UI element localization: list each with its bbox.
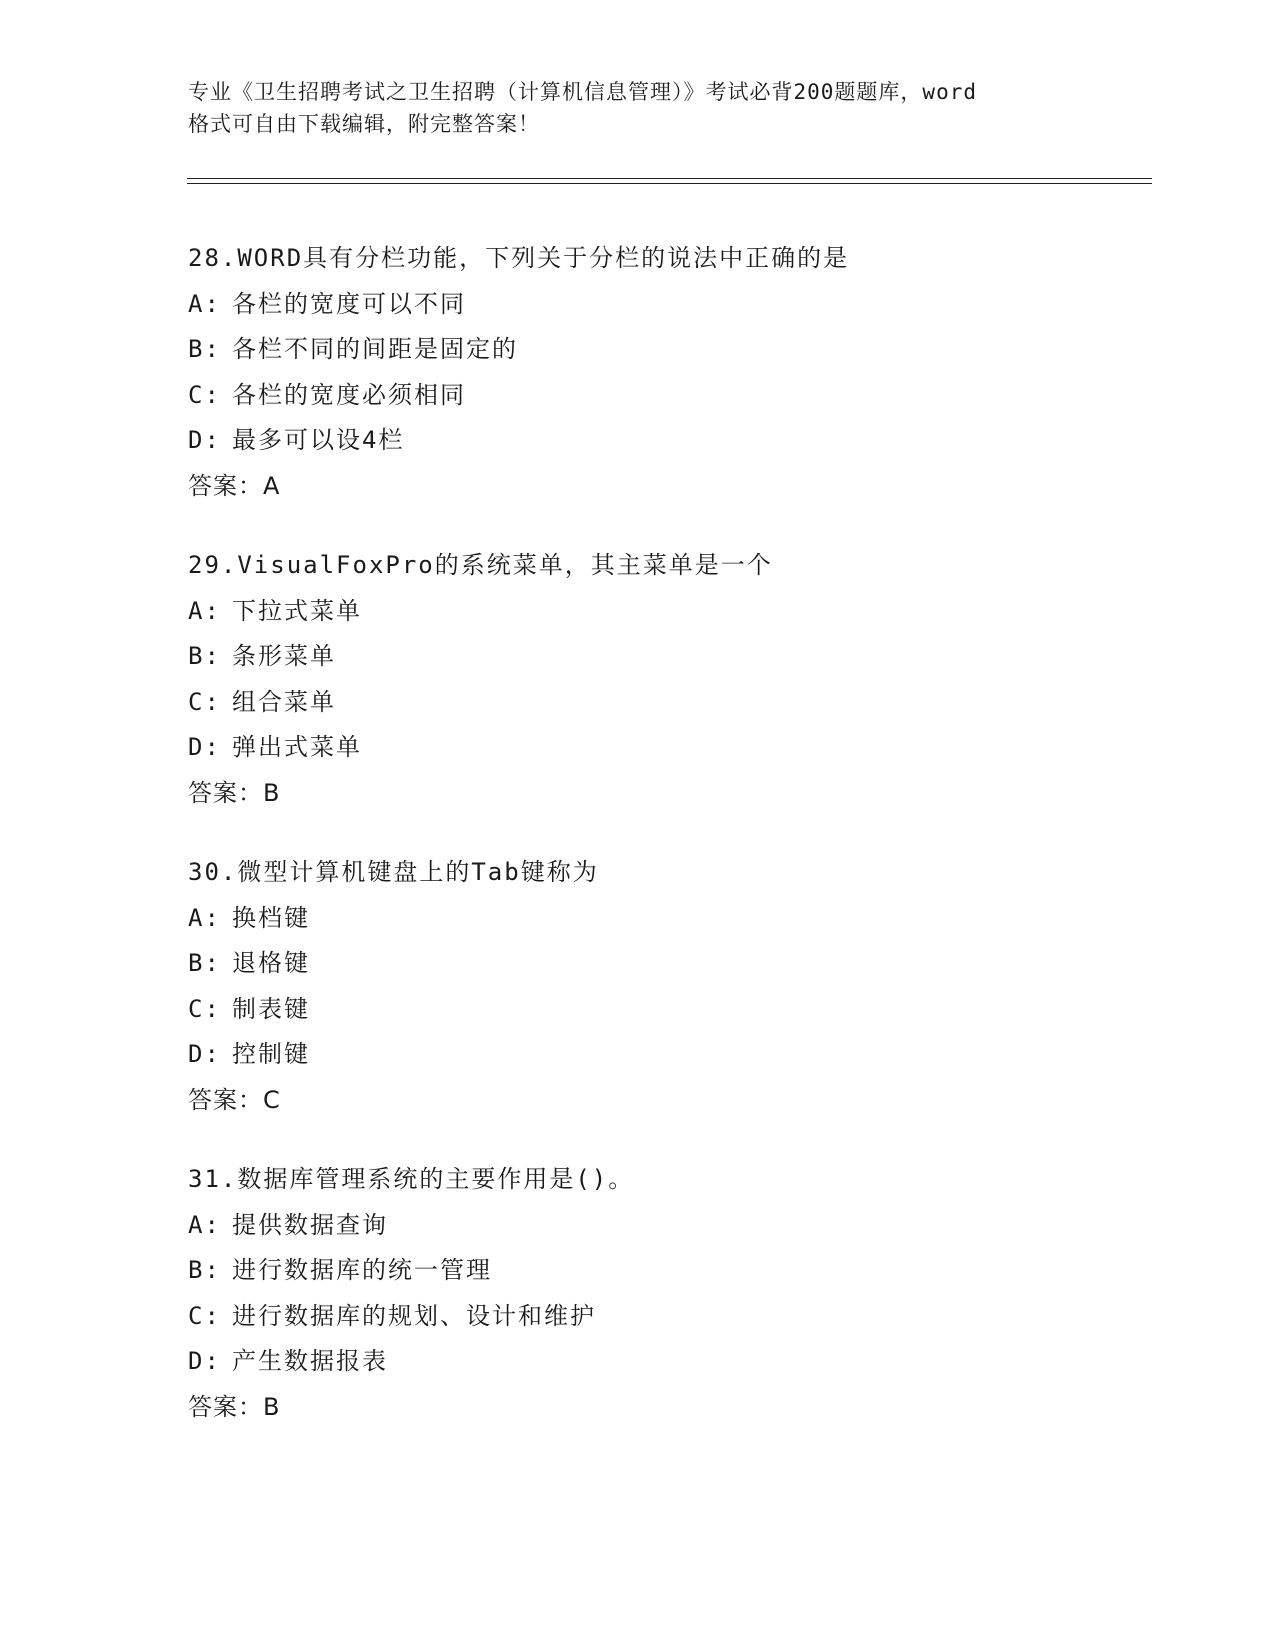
option-letter: D: [188, 426, 221, 454]
option-letter: D: [188, 1347, 221, 1375]
answer-label: 答案：C [188, 1085, 281, 1114]
option-b [188, 941, 1148, 987]
option-a [188, 589, 1148, 635]
option-letter: B: [188, 642, 221, 670]
option-letter: B: [188, 949, 221, 977]
option-letter: A: [188, 289, 221, 318]
option-text: 换档键 [232, 903, 310, 932]
option-text: 条形菜单 [232, 642, 336, 670]
option-letter: C: [188, 994, 221, 1023]
option-letter: A: [188, 596, 221, 625]
option-letter: D: [188, 733, 221, 761]
option-text: 弹出式菜单 [232, 733, 362, 761]
header-divider-top [187, 178, 1152, 179]
document-header [188, 76, 1088, 140]
option-c [188, 373, 1148, 419]
option-letter: D: [188, 1040, 221, 1068]
option-text: 各栏的宽度可以不同 [232, 289, 466, 318]
option-c [188, 1294, 1148, 1340]
option-letter: C: [188, 687, 221, 716]
option-a [188, 1203, 1148, 1249]
option-a [188, 896, 1148, 942]
option-d [188, 1339, 1148, 1385]
question-stem: 31.数据库管理系统的主要作用是()。 [188, 1165, 635, 1193]
option-text: 各栏不同的间距是固定的 [232, 335, 518, 363]
option-letter: A: [188, 1210, 221, 1239]
option-text: 提供数据查询 [232, 1210, 388, 1239]
question-31 [188, 1157, 1148, 1430]
option-letter: A: [188, 903, 221, 932]
option-text: 各栏的宽度必须相同 [232, 380, 466, 409]
question-list [188, 236, 1148, 1464]
option-text: 控制键 [232, 1040, 310, 1068]
option-text: 产生数据报表 [232, 1347, 388, 1375]
option-letter: C: [188, 1301, 221, 1330]
option-text: 退格键 [232, 949, 310, 977]
option-letter: B: [188, 335, 221, 363]
option-a [188, 282, 1148, 328]
option-text: 组合菜单 [232, 687, 336, 716]
option-d [188, 1032, 1148, 1078]
option-text: 进行数据库的规划、设计和维护 [232, 1301, 596, 1330]
question-stem: 28.WORD具有分栏功能，下列关于分栏的说法中正确的是 [188, 244, 850, 272]
question-28 [188, 236, 1148, 509]
option-letter: C: [188, 380, 221, 409]
header-divider-bottom [187, 183, 1152, 184]
question-30 [188, 850, 1148, 1123]
option-text: 进行数据库的统一管理 [232, 1256, 492, 1284]
option-b [188, 1248, 1148, 1294]
option-letter: B: [188, 1256, 221, 1284]
header-line-2: 格式可自由下载编辑，附完整答案！ [188, 112, 540, 136]
option-d [188, 418, 1148, 464]
option-d [188, 725, 1148, 771]
option-c [188, 987, 1148, 1033]
option-text: 最多可以设4栏 [232, 426, 405, 454]
option-b [188, 634, 1148, 680]
option-b [188, 327, 1148, 373]
question-stem: 29.VisualFoxPro的系统菜单，其主菜单是一个 [188, 551, 773, 579]
option-c [188, 680, 1148, 726]
answer-label: 答案：A [188, 471, 281, 500]
question-29 [188, 543, 1148, 816]
option-text: 制表键 [232, 994, 310, 1023]
answer-label: 答案：B [188, 778, 281, 807]
answer-label: 答案：B [188, 1392, 281, 1421]
header-line-1: 专业《卫生招聘考试之卫生招聘（计算机信息管理）》考试必背200题题库，word [188, 80, 977, 104]
option-text: 下拉式菜单 [232, 596, 362, 625]
question-stem: 30.微型计算机键盘上的Tab键称为 [188, 858, 599, 886]
